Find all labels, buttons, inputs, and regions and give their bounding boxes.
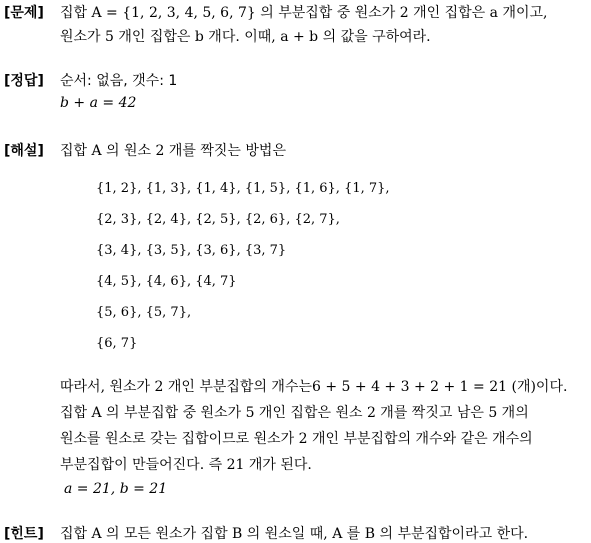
explanation-para-line: 부분집합이 만들어진다. 즉 21 개가 된다.	[60, 457, 312, 473]
pair-row: {5, 6}, {5, 7},	[96, 305, 192, 320]
answer-line-1: 순서: 없음, 갯수: 1	[60, 73, 178, 89]
explanation-result: a = 21, b = 21	[64, 481, 168, 497]
problem-line-1: 집합 A = {1, 2, 3, 4, 5, 6, 7} 의 부분집합 중 원소가 2 개인 집합은 a 개이고,	[60, 5, 548, 21]
problem-label: [문제]	[4, 5, 44, 21]
hint-label: [힌트]	[4, 526, 44, 542]
explanation-para-line: 집합 A 의 부분집합 중 원소가 5 개인 집합은 원소 2 개를 짝짓고 남은 5 개의	[60, 405, 529, 421]
explanation-para-line: 원소를 원소로 갖는 집합이므로 원소가 2 개인 부분집합의 개수와 같은 개수의	[60, 431, 533, 447]
answer-label: [정답]	[4, 73, 44, 89]
explanation-para-line: 따라서, 원소가 2 개인 부분집합의 개수는6 + 5 + 4 + 3 + 2 + 1 = 21 (개)이다.	[60, 379, 568, 395]
pair-row: {2, 3}, {2, 4}, {2, 5}, {2, 6}, {2, 7},	[96, 212, 340, 227]
hint-line-1: 집합 A 의 모든 원소가 집합 B 의 원소일 때, A 를 B 의 부분집합이라고 한다.	[60, 526, 529, 542]
answer-line-2: b + a = 42	[60, 95, 137, 111]
pair-row: {3, 4}, {3, 5}, {3, 6}, {3, 7}	[96, 243, 287, 258]
pair-row: {6, 7}	[96, 336, 138, 351]
explanation-intro: 집합 A 의 원소 2 개를 짝짓는 방법은	[60, 143, 286, 159]
pair-row: {1, 2}, {1, 3}, {1, 4}, {1, 5}, {1, 6}, {1, 7},	[96, 181, 390, 196]
explanation-label: [해설]	[4, 143, 44, 159]
pair-row: {4, 5}, {4, 6}, {4, 7}	[96, 274, 237, 289]
problem-line-2: 원소가 5 개인 집합은 b 개다. 이때, a + b 의 값을 구하여라.	[60, 29, 431, 45]
